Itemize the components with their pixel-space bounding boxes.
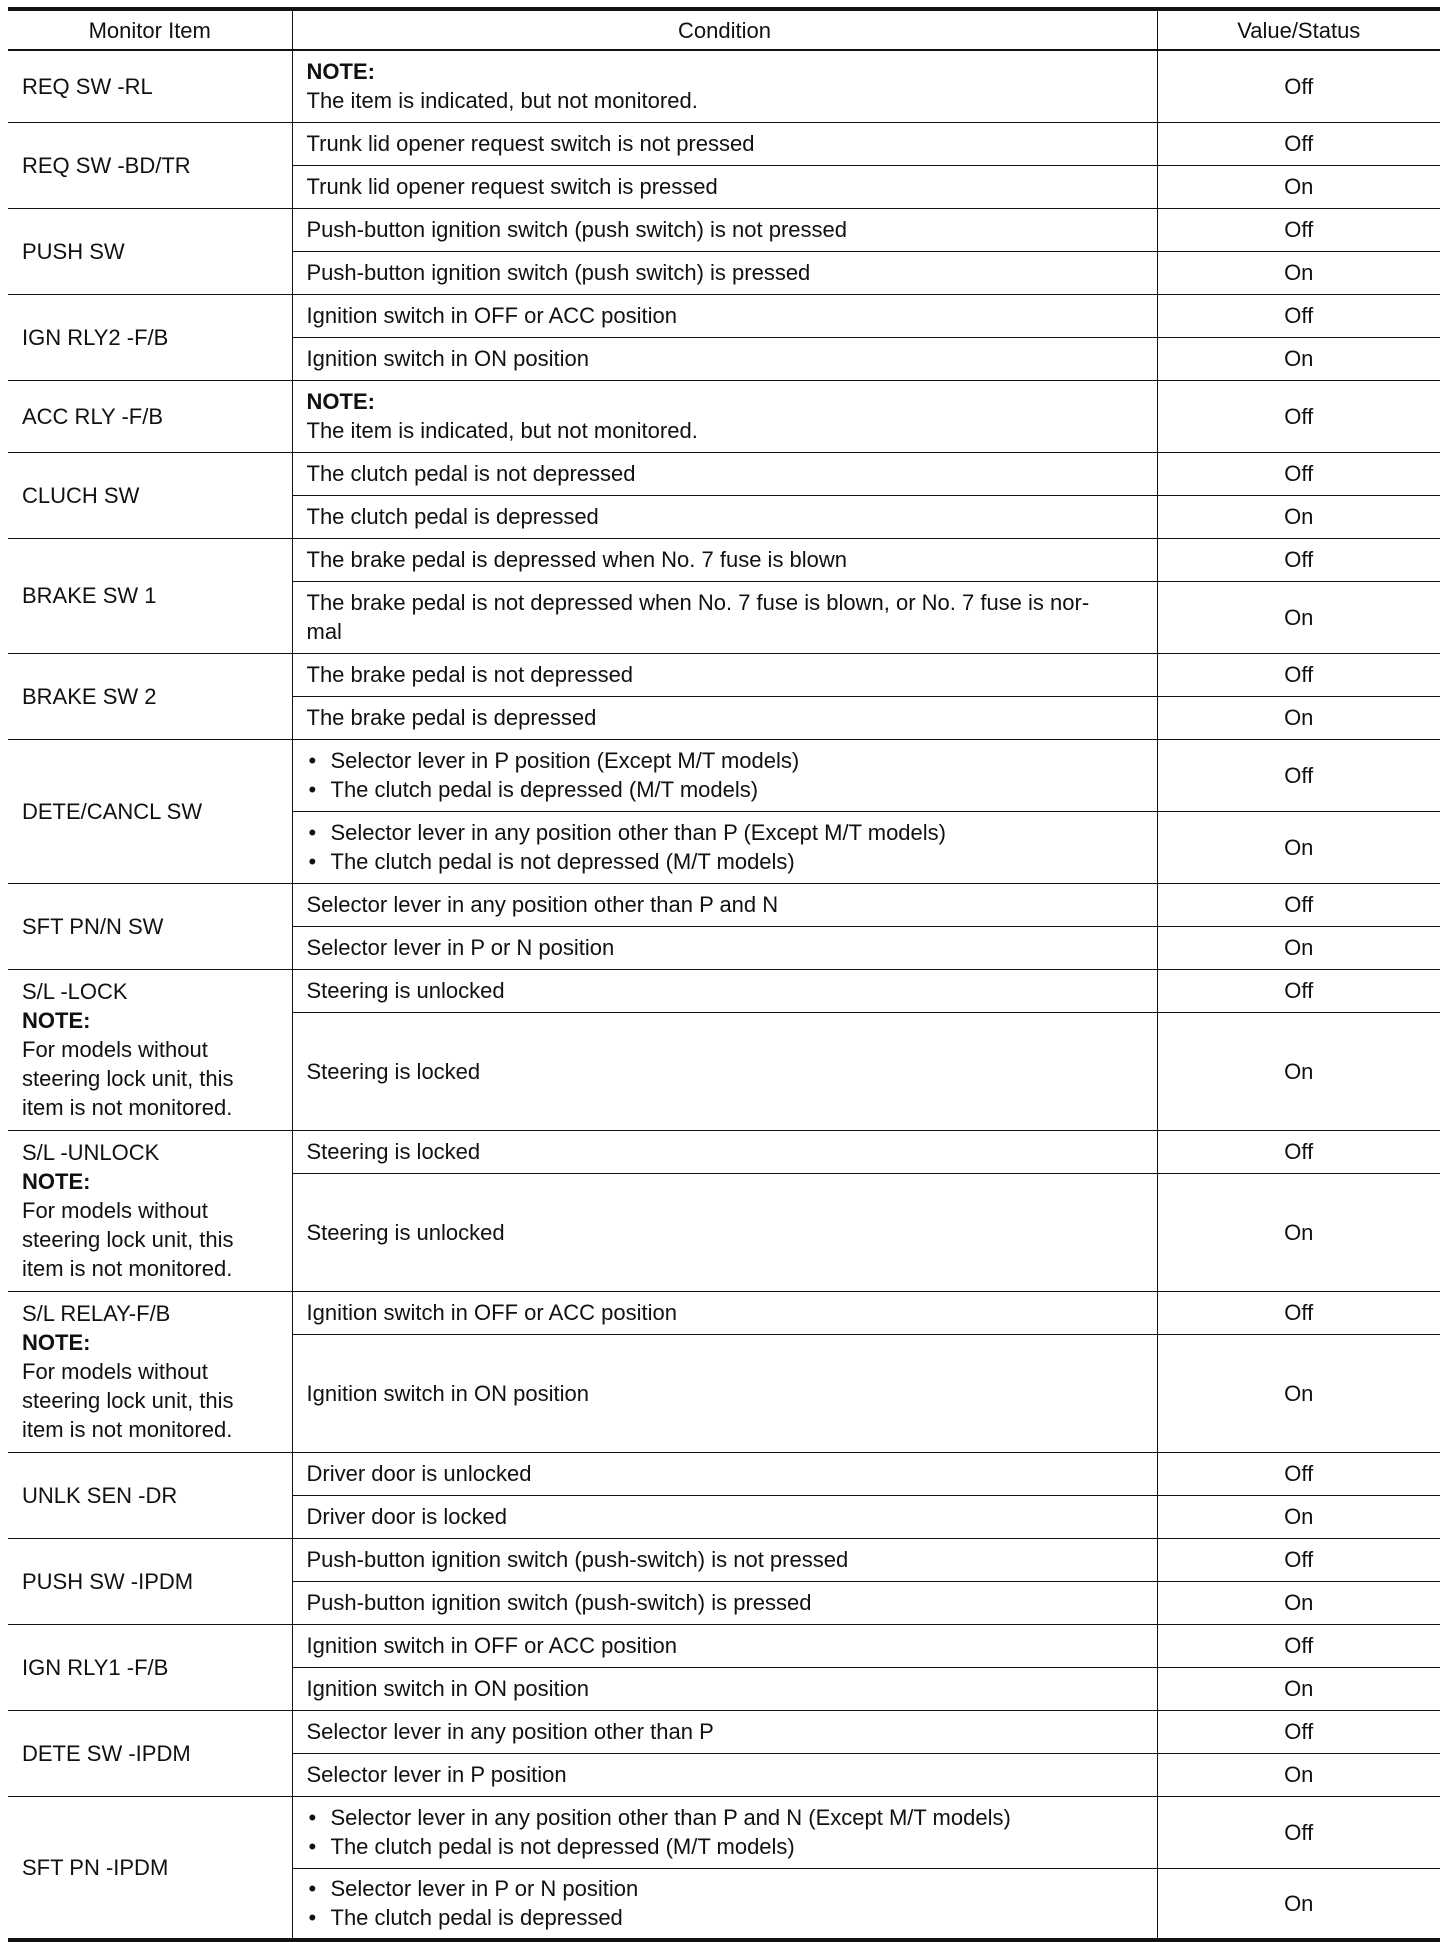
monitor-item-cell: IGN RLY1 -F/B	[8, 1624, 292, 1710]
monitor-item-cell: ACC RLY -F/B	[8, 380, 292, 452]
condition-cell: Trunk lid opener request switch is pressed	[292, 165, 1157, 208]
monitor-item-cell: CLUCH SW	[8, 452, 292, 538]
monitor-item-cell: UNLK SEN -DR	[8, 1452, 292, 1538]
condition-cell: Ignition switch in OFF or ACC position	[292, 1624, 1157, 1667]
monitor-item-name: S/L -UNLOCK	[22, 1140, 160, 1165]
value-cell: Off	[1157, 1796, 1440, 1868]
condition-bullet-list	[307, 1803, 1143, 1861]
condition-cell: The brake pedal is depressed when No. 7 fuse is blown	[292, 538, 1157, 581]
condition-cell: Selector lever in P position	[292, 1753, 1157, 1796]
table-row	[8, 122, 1440, 165]
monitor-item-cell: BRAKE SW 1	[8, 538, 292, 653]
table-row	[8, 1130, 1440, 1173]
value-cell: Off	[1157, 380, 1440, 452]
value-cell: On	[1157, 811, 1440, 883]
list-item: • The clutch pedal is depressed	[307, 1903, 1143, 1932]
value-cell: Off	[1157, 969, 1440, 1012]
table-row	[8, 452, 1440, 495]
value-cell: Off	[1157, 1624, 1440, 1667]
note-label: NOTE:	[306, 59, 375, 85]
note-text: steering lock unit, this	[22, 1388, 234, 1413]
value-cell: Off	[1157, 1710, 1440, 1753]
value-cell: On	[1157, 495, 1440, 538]
condition-line: mal	[306, 619, 342, 644]
condition-cell: Trunk lid opener request switch is not pressed	[292, 122, 1157, 165]
condition-bullet-list	[307, 818, 1143, 876]
monitor-item-cell: DETE/CANCL SW	[8, 739, 292, 883]
table-row	[8, 653, 1440, 696]
monitor-item-cell: DETE SW -IPDM	[8, 1710, 292, 1796]
condition-cell: Ignition switch in ON position	[292, 1667, 1157, 1710]
note-text: The item is indicated, but not monitored.	[306, 88, 698, 114]
monitor-item-cell: BRAKE SW 2	[8, 653, 292, 739]
value-cell: On	[1157, 1173, 1440, 1291]
value-cell: Off	[1157, 1130, 1440, 1173]
note-label: NOTE:	[22, 1330, 91, 1355]
header-condition: Condition	[292, 9, 1157, 50]
table-row	[8, 538, 1440, 581]
condition-cell	[292, 50, 1157, 122]
value-cell: On	[1157, 1495, 1440, 1538]
header-row	[8, 9, 1440, 50]
value-cell: On	[1157, 926, 1440, 969]
table-row	[8, 883, 1440, 926]
note-text: steering lock unit, this	[22, 1066, 234, 1091]
condition-cell: Selector lever in any position other than P and N	[292, 883, 1157, 926]
note-label: NOTE:	[22, 1169, 91, 1194]
condition-cell: Push-button ignition switch (push-switch) is not pressed	[292, 1538, 1157, 1581]
value-cell: On	[1157, 581, 1440, 653]
list-item: • The clutch pedal is not depressed (M/T models)	[307, 1832, 1143, 1861]
value-cell: Off	[1157, 1291, 1440, 1334]
condition-cell	[292, 581, 1157, 653]
value-cell: Off	[1157, 50, 1440, 122]
note-text: For models without	[22, 1037, 208, 1062]
condition-cell: Driver door is locked	[292, 1495, 1157, 1538]
note-text: item is not monitored.	[22, 1095, 233, 1120]
condition-cell	[292, 739, 1157, 811]
value-cell: On	[1157, 1012, 1440, 1130]
note-text: item is not monitored.	[22, 1256, 233, 1281]
monitor-item-cell: PUSH SW -IPDM	[8, 1538, 292, 1624]
monitor-item-name: S/L RELAY-F/B	[22, 1301, 171, 1326]
value-cell: On	[1157, 1868, 1440, 1940]
condition-cell: Push-button ignition switch (push switch) is pressed	[292, 251, 1157, 294]
table-row	[8, 1796, 1440, 1868]
table-row	[8, 969, 1440, 1012]
list-item: • The clutch pedal is depressed (M/T models)	[307, 775, 1143, 804]
condition-cell: Selector lever in P or N position	[292, 926, 1157, 969]
value-cell: Off	[1157, 653, 1440, 696]
value-cell: Off	[1157, 739, 1440, 811]
list-item: • Selector lever in any position other than P and N (Except M/T models)	[307, 1803, 1143, 1832]
monitor-item-cell: REQ SW -BD/TR	[8, 122, 292, 208]
condition-cell: Steering is unlocked	[292, 969, 1157, 1012]
value-cell: On	[1157, 251, 1440, 294]
table-row	[8, 1624, 1440, 1667]
note-text: steering lock unit, this	[22, 1227, 234, 1252]
monitor-item-cell: REQ SW -RL	[8, 50, 292, 122]
condition-cell: Push-button ignition switch (push-switch) is pressed	[292, 1581, 1157, 1624]
value-cell: On	[1157, 165, 1440, 208]
value-cell: Off	[1157, 883, 1440, 926]
value-cell: Off	[1157, 452, 1440, 495]
value-cell: On	[1157, 1667, 1440, 1710]
condition-cell	[292, 1796, 1157, 1868]
note-label: NOTE:	[306, 389, 375, 414]
condition-cell: Steering is locked	[292, 1130, 1157, 1173]
list-item: • Selector lever in P or N position	[307, 1874, 1143, 1903]
condition-cell: Selector lever in any position other than P	[292, 1710, 1157, 1753]
monitor-item-name: S/L -LOCK	[22, 979, 128, 1004]
condition-cell: Steering is unlocked	[292, 1173, 1157, 1291]
table-row	[8, 1538, 1440, 1581]
value-cell: Off	[1157, 208, 1440, 251]
value-cell: Off	[1157, 122, 1440, 165]
monitor-item-cell: PUSH SW	[8, 208, 292, 294]
monitor-item-cell	[8, 1291, 292, 1452]
list-item: • Selector lever in any position other than P (Except M/T models)	[307, 818, 1143, 847]
value-cell: On	[1157, 1334, 1440, 1452]
condition-bullet-list	[307, 746, 1143, 804]
value-cell: Off	[1157, 1538, 1440, 1581]
table-row	[8, 294, 1440, 337]
condition-cell: The clutch pedal is not depressed	[292, 452, 1157, 495]
value-cell: On	[1157, 696, 1440, 739]
table-row	[8, 50, 1440, 122]
condition-cell: The brake pedal is depressed	[292, 696, 1157, 739]
note-text: For models without	[22, 1359, 208, 1384]
note-text: The item is indicated, but not monitored.	[306, 418, 698, 443]
condition-cell: Driver door is unlocked	[292, 1452, 1157, 1495]
list-item: • Selector lever in P position (Except M/T models)	[307, 746, 1143, 775]
condition-line: The brake pedal is not depressed when No. 7 fuse is blown, or No. 7 fuse is nor-	[306, 590, 1090, 615]
condition-cell: The clutch pedal is depressed	[292, 495, 1157, 538]
list-item: • The clutch pedal is not depressed (M/T models)	[307, 847, 1143, 876]
condition-cell: Steering is locked	[292, 1012, 1157, 1130]
condition-cell	[292, 811, 1157, 883]
condition-cell	[292, 1868, 1157, 1940]
monitor-item-cell	[8, 969, 292, 1130]
table-row	[8, 1710, 1440, 1753]
header-monitor-item: Monitor Item	[8, 9, 292, 50]
condition-cell: Push-button ignition switch (push switch) is not pressed	[292, 208, 1157, 251]
note-text: item is not monitored.	[22, 1417, 233, 1442]
monitor-item-cell: IGN RLY2 -F/B	[8, 294, 292, 380]
condition-cell	[292, 380, 1157, 452]
monitor-item-cell: SFT PN/N SW	[8, 883, 292, 969]
condition-cell: Ignition switch in ON position	[292, 337, 1157, 380]
monitor-item-cell	[8, 1130, 292, 1291]
table-row	[8, 1452, 1440, 1495]
table-row	[8, 208, 1440, 251]
condition-bullet-list	[307, 1874, 1143, 1932]
value-cell: Off	[1157, 1452, 1440, 1495]
value-cell: Off	[1157, 538, 1440, 581]
monitor-item-table	[8, 7, 1440, 1942]
value-cell: Off	[1157, 294, 1440, 337]
table-row	[8, 380, 1440, 452]
condition-cell: Ignition switch in OFF or ACC position	[292, 1291, 1157, 1334]
table-row	[8, 739, 1440, 811]
condition-cell: Ignition switch in OFF or ACC position	[292, 294, 1157, 337]
value-cell: On	[1157, 1581, 1440, 1624]
condition-cell: The brake pedal is not depressed	[292, 653, 1157, 696]
monitor-item-cell: SFT PN -IPDM	[8, 1796, 292, 1940]
note-text: For models without	[22, 1198, 208, 1223]
note-label: NOTE:	[22, 1008, 91, 1033]
value-cell: On	[1157, 1753, 1440, 1796]
value-cell: On	[1157, 337, 1440, 380]
condition-cell: Ignition switch in ON position	[292, 1334, 1157, 1452]
table-row	[8, 1291, 1440, 1334]
header-value-status: Value/Status	[1157, 9, 1440, 50]
